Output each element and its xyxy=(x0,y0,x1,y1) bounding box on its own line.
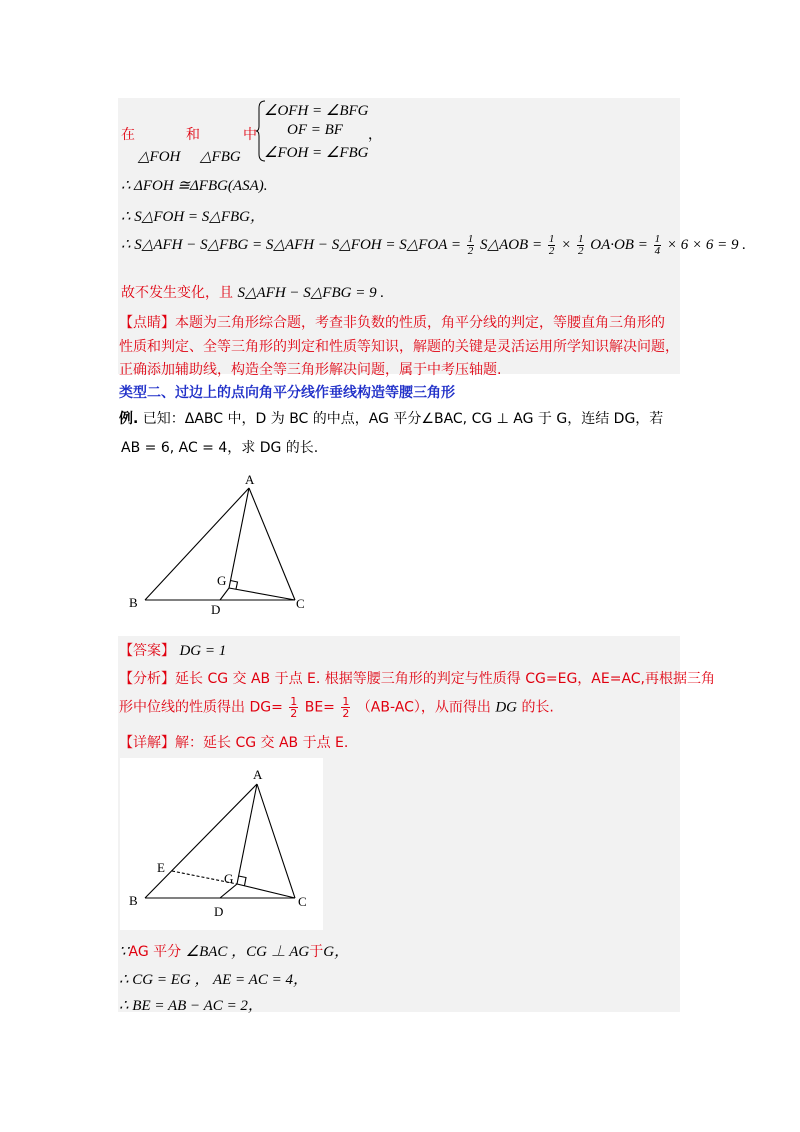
fig2-seg-dg xyxy=(220,884,237,898)
fig1-label-a: A xyxy=(245,472,255,487)
analysis-dg: DG xyxy=(495,699,517,716)
analysis-fraction-2: $\frac{1}{2}$ xyxy=(342,695,350,720)
area-calc-part-b: S△AOB = xyxy=(480,236,543,253)
fig1-label-g: G xyxy=(217,573,227,588)
fig2-label-g: G xyxy=(224,871,234,886)
text-zhong: 中 xyxy=(243,127,257,143)
step-1-yu: 于 xyxy=(309,944,324,960)
fig1-seg-ag xyxy=(229,488,249,588)
analysis-text-b: BE= xyxy=(304,699,335,716)
fig2-side-ac xyxy=(257,784,295,898)
step-1-g: G， xyxy=(323,944,350,960)
fig2-label-b: B xyxy=(129,893,138,908)
example-label: 例. xyxy=(119,411,139,427)
area-calc-part-a: ∴ S△AFH − S△FBG = S△AFH − S△FOH = S△FOA = xyxy=(121,236,462,253)
detail-line: 【详解】解：延长 CG 交 AB 于点 E. xyxy=(119,735,349,751)
analysis-line-1: 【分析】延长 CG 交 AB 于点 E. 根据等腰三角形的判定与性质得 CG=EG，AE=AC,再根据三角 xyxy=(119,671,716,687)
text-zai: 在 xyxy=(121,127,135,143)
triangle-foh: △FOH xyxy=(138,149,181,165)
fraction-quarter: $\frac{1}{4}$ xyxy=(654,233,661,257)
fig1-seg-dg xyxy=(220,588,229,600)
figure-2 xyxy=(120,758,323,930)
fraction-half-3: $\frac{1}{2}$ xyxy=(577,233,584,257)
figure-1 xyxy=(125,470,325,620)
area-equal-line: ∴ S△FOH = S△FBG， xyxy=(121,209,265,225)
system-eq-1: ∠OFH = ∠BFG xyxy=(264,103,369,119)
example-line-1 xyxy=(119,408,663,428)
fig2-seg-gc xyxy=(237,884,295,898)
tip-line-2: 性质和判定、全等三角形的判定和性质等知识，解题的关键是灵活运用所学知识解决问题， xyxy=(119,339,679,355)
fig1-seg-gc xyxy=(229,588,295,600)
congruence-line: ∴ ΔFOH ≅ΔFBG(ASA). xyxy=(121,178,268,194)
triangle-fbg: △FBG xyxy=(200,149,241,165)
step-1 xyxy=(119,940,349,961)
step-1-because: ∵ xyxy=(119,944,129,960)
fig2-label-c: C xyxy=(298,894,307,909)
fig1-right-angle xyxy=(231,581,238,590)
analysis-text-e: 的长. xyxy=(521,699,554,716)
answer-value: DG = 1 xyxy=(179,643,227,659)
fig2-label-e: E xyxy=(157,860,165,875)
system-eq-3: ∠FOH = ∠FBG xyxy=(264,145,369,161)
fig1-side-ab xyxy=(145,488,249,600)
system-eq-2: OF = BF xyxy=(287,122,343,138)
fig1-label-c: C xyxy=(296,596,305,611)
example-text-1: 已知：ΔABC 中，D 为 BC 的中点，AG 平分∠BAC, CG ⊥ AG 于 G，连结 DG，若 xyxy=(142,411,664,427)
answer-label: 【答案】 xyxy=(119,643,175,659)
step-2: ∴ CG = EG ， AE = AC = 4， xyxy=(119,972,308,988)
area-calc-part-c: × xyxy=(561,236,572,253)
step-1-math: ∠BAC ，CG ⊥ AG xyxy=(185,944,310,960)
analysis-fraction-1: $\frac{1}{2}$ xyxy=(290,695,298,720)
analysis-text-a: 形中位线的性质得出 DG= xyxy=(119,699,283,716)
text-he: 和 xyxy=(186,127,200,143)
answer-line xyxy=(119,640,226,660)
fig2-label-d: D xyxy=(214,904,224,919)
area-calc-part-d: OA·OB = xyxy=(590,236,648,253)
area-calc-line xyxy=(121,234,746,257)
conclusion-text: 故不发生变化，且 xyxy=(121,285,233,301)
area-calc-part-e: × 6 × 6 = 9 . xyxy=(666,236,746,253)
fig2-label-a: A xyxy=(253,767,263,782)
fraction-half-2: $\frac{1}{2}$ xyxy=(548,233,555,257)
fig1-side-ac xyxy=(249,488,295,600)
tip-line-3: 正确添加辅助线，构造全等三角形解决问题，属于中考压轴题. xyxy=(119,362,502,378)
analysis-text-c: （AB-AC），从而得出 xyxy=(356,699,491,716)
conclusion-math: S△AFH − S△FBG = 9 . xyxy=(237,285,385,301)
fig2-side-ab xyxy=(145,784,257,898)
system-comma: ， xyxy=(368,127,382,143)
fig1-label-b: B xyxy=(129,595,138,610)
fraction-half-1: $\frac{1}{2}$ xyxy=(467,233,474,257)
step-1-text: AG 平分 xyxy=(128,944,182,960)
example-line-2: AB = 6, AC = 4，求 DG 的长. xyxy=(121,440,319,456)
tip-line-1: 【点睛】本题为三角形综合题，考查非负数的性质，角平分线的判定，等腰直角三角形的 xyxy=(119,315,665,331)
step-3: ∴ BE = AB − AC = 2， xyxy=(119,998,263,1014)
fig1-label-d: D xyxy=(211,602,221,617)
fig2-seg-ag xyxy=(237,784,257,884)
conclusion-line xyxy=(121,282,384,302)
analysis-line-2 xyxy=(119,696,554,719)
section-heading: 类型二、过边上的点向角平分线作垂线构造等腰三角形 xyxy=(119,385,455,401)
